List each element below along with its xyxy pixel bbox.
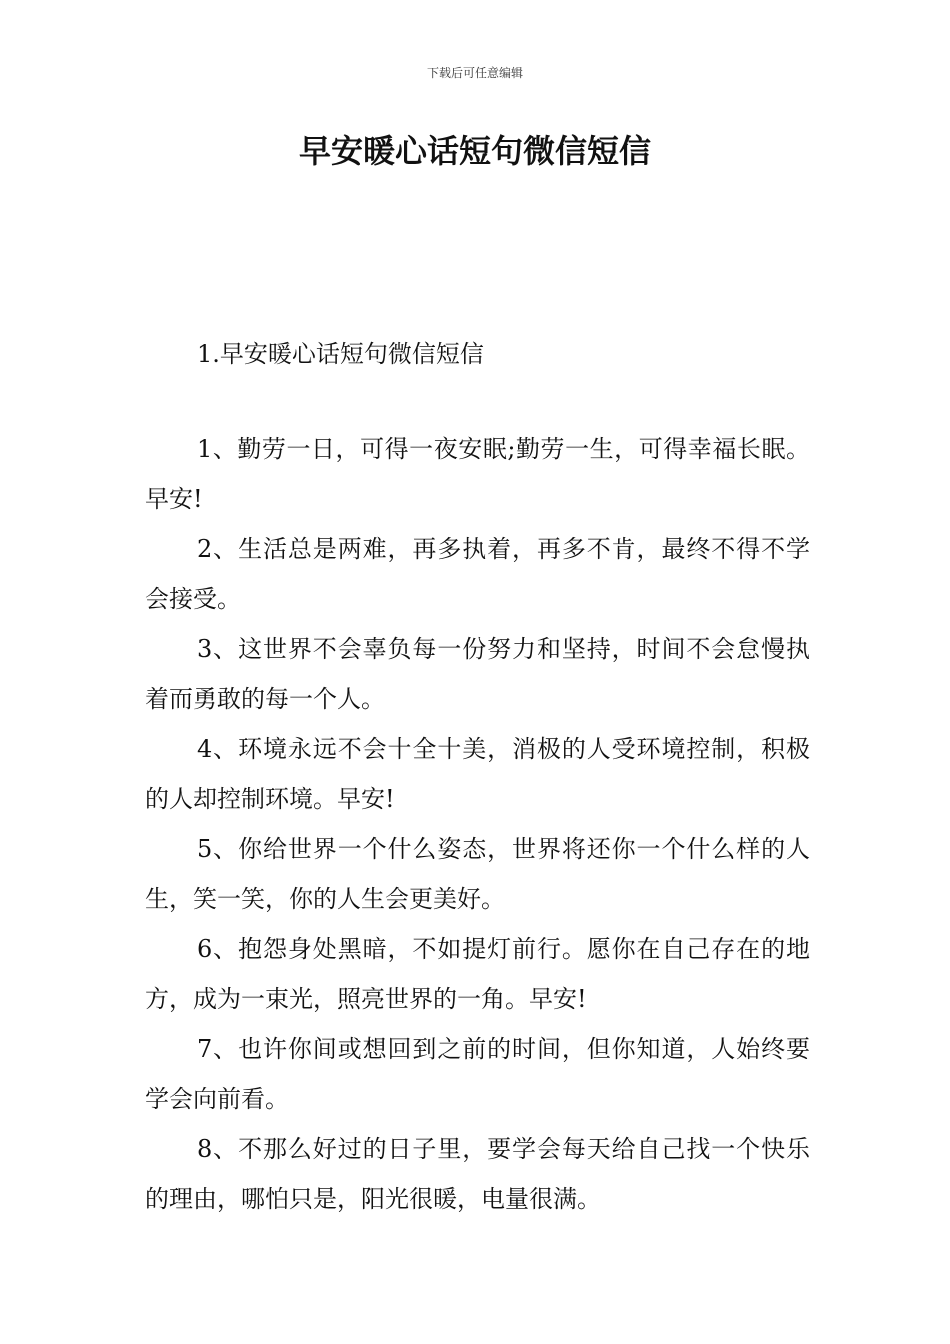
paragraph-5: 5、你给世界一个什么姿态，世界将还你一个什么样的人生，笑一笑，你的人生会更美好。 [145,835,810,913]
paragraph-3: 3、这世界不会辜负每一份努力和坚持，时间不会怠慢执着而勇敢的每一个人。 [145,635,810,713]
paragraph-2: 2、生活总是两难，再多执着，再多不肯，最终不得不学会接受。 [145,535,810,613]
paragraph-7: 7、也许你间或想回到之前的时间，但你知道，人始终要学会向前看。 [145,1035,810,1113]
section-heading: 1.早安暖心话短句微信短信 [197,340,484,368]
paragraph-6: 6、抱怨身处黑暗，不如提灯前行。愿你在自己存在的地方，成为一束光，照亮世界的一角。早安! [145,935,810,1013]
paragraph-4: 4、环境永远不会十全十美，消极的人受环境控制，积极的人却控制环境。早安! [145,735,810,813]
header-note: 下载后可任意编辑 [426,66,523,80]
document-title: 早安暖心话短句微信短信 [298,132,651,170]
paragraph-1: 1、勤劳一日，可得一夜安眠;勤劳一生，可得幸福长眠。早安! [145,435,810,513]
paragraph-8: 8、不那么好过的日子里，要学会每天给自己找一个快乐的理由，哪怕只是，阳光很暖，电量很满。 [145,1135,810,1213]
document-body [145,424,810,1224]
